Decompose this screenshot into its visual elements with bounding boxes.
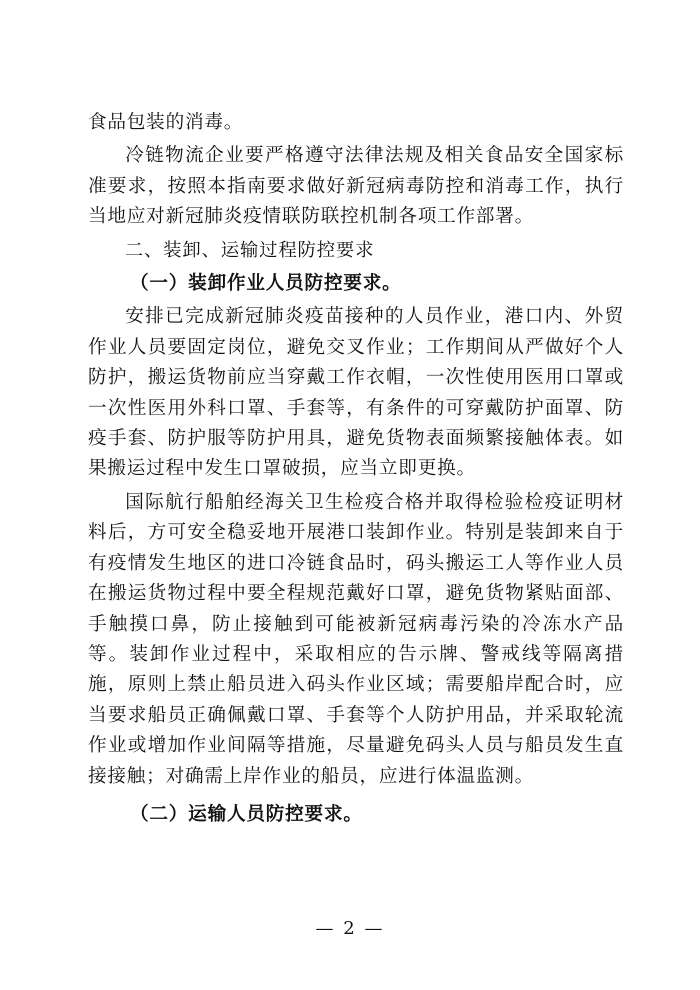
paragraph-continuation: 食品包装的消毒。 (88, 112, 244, 133)
page-number: — 2 — (315, 918, 385, 939)
document-body (88, 108, 624, 830)
subsection-heading-transport-staff: （二）运输人员防控要求。 (130, 803, 363, 825)
paragraph-ship-quarantine: 国际航行船舶经海关卫生检疫合格并取得检验检疫证明材料后，方可安全稳妥地开展港口装卸作业。特别是装卸来自于有疫情发生地区的进口冷链食品时，码头搬运工人等作业人员在搬运货物过程中要全程规范戴好口罩，避免货物紧贴面部、手触摸口鼻，防止接触到可能被新冠病毒污染的冷冻水产品等。装卸作业过程中，采取相应的告示牌、警戒线等隔离措施，原则上禁止船员进入码头作业区域；需要船岸配合时，应当要求船员正确佩戴口罩、手套等个人防护用品，并采取轮流作业或增加作业间隔等措施，尽量避免码头人员与船员发生直接接触；对确需上岸作业的船员，应进行体温监测。 (88, 491, 624, 787)
paragraph-staff-protection: 安排已完成新冠肺炎疫苗接种的人员作业，港口内、外贸作业人员要固定岗位，避免交叉作业；工作期间从严做好个人防护，搬运货物前应当穿戴工作衣帽，一次性使用医用口罩或一次性医用外科口罩、手套等，有条件的可穿戴防护面罩、防疫手套、防护服等防护用具，避免货物表面频繁接触体表。如果搬运过程中发生口罩破损，应当立即更换。 (88, 306, 624, 480)
subsection-heading-loading-staff: （一）装卸作业人员防控要求。 (130, 273, 402, 295)
paragraph-cold-chain-requirements: 冷链物流企业要严格遵守法律法规及相关食品安全国家标准要求，按照本指南要求做好新冠病毒防控和消毒工作，执行当地应对新冠肺炎疫情联防联控机制各项工作部署。 (88, 145, 624, 228)
section-heading-loading-transport: 二、装卸、运输过程防控要求 (124, 239, 375, 261)
